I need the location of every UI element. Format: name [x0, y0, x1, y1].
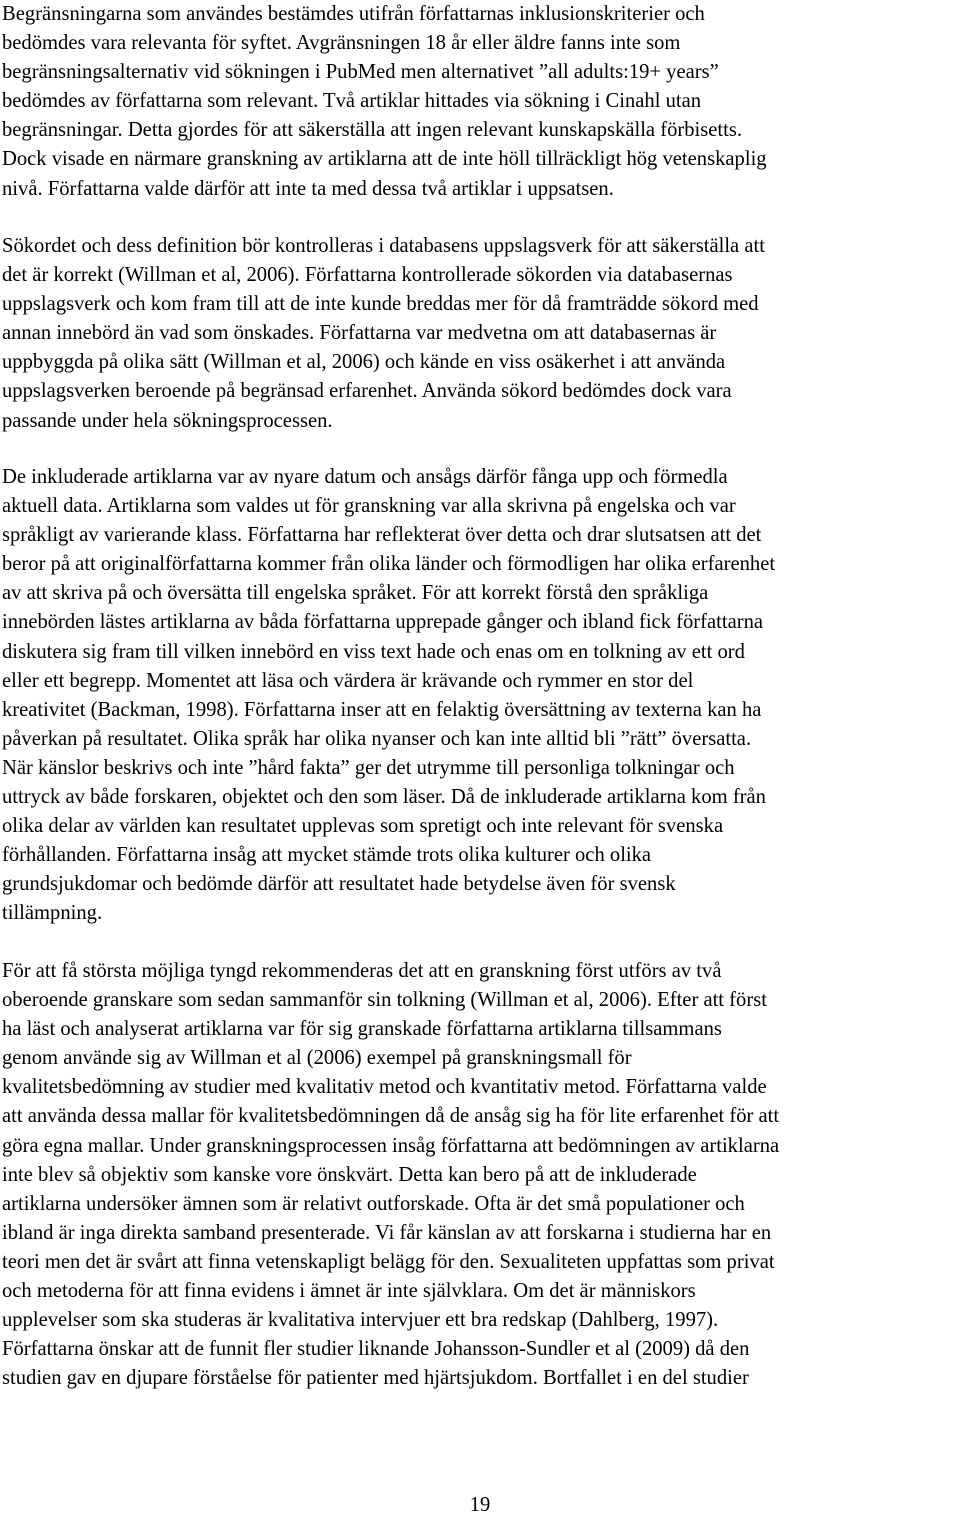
- text-line: eller ett begrepp. Momentet att läsa och värdera är krävande och rymmer en stor del: [2, 669, 694, 692]
- text-line: De inkluderade artiklarna var av nyare datum och ansågs därför fånga upp och förmedla: [2, 466, 728, 488]
- text-line: genom använde sig av Willman et al (2006) exempel på granskningsmall för: [2, 1047, 632, 1070]
- text-line: bedömdes vara relevanta för syftet. Avgränsningen 18 år eller äldre fanns inte som: [2, 32, 681, 55]
- text-line: begränsningsalternativ vid sökningen i PubMed men alternativet ”all adults:19+ years”: [2, 61, 719, 84]
- text-line: uppslagsverken beroende på begränsad erfarenhet. Använda sökord bedömdes dock vara: [2, 380, 732, 403]
- text-line: uppbyggda på olika sätt (Willman et al, 2006) och kände en viss osäkerhet i att använda: [2, 351, 726, 374]
- text-line: studien gav en djupare förståelse för patienter med hjärtsjukdom. Bortfallet i en del studier: [2, 1367, 749, 1390]
- text-line: passande under hela sökningsprocessen.: [2, 409, 333, 432]
- text-line: teori men det är svårt att finna vetenskapligt belägg för den. Sexualiteten uppfattas som privat: [2, 1250, 775, 1273]
- text-line: Dock visade en närmare granskning av artiklarna att de inte höll tillräckligt hög vetenskaplig: [2, 148, 767, 171]
- text-line: Författarna önskar att de funnit fler studier liknande Johansson-Sundler et al (2009) då den: [2, 1338, 750, 1361]
- text-line: För att få största möjliga tyngd rekommenderas det att en granskning först utförs av två: [2, 960, 722, 982]
- paragraph-limitations: [2, 0, 767, 204]
- text-line: grundsjukdomar och bedömde därför att resultatet hade betydelse även för svensk: [2, 873, 676, 896]
- text-line: av att skriva på och översätta till engelska språket. För att korrekt förstå den språkliga: [2, 582, 709, 605]
- paragraph-language: [2, 463, 775, 929]
- page-number: 19: [469, 1494, 491, 1516]
- text-line: bedömdes av författarna som relevant. Två artiklar hittades via sökning i Cinahl utan: [2, 90, 702, 113]
- text-line: annan innebörd än vad som önskades. Författarna var medvetna om att databasernas är: [2, 322, 717, 345]
- text-line: inte blev så objektiv som kanske vore önskvärt. Detta kan bero på att de inkluderade: [2, 1163, 697, 1186]
- text-line: tillämpning.: [2, 902, 103, 925]
- text-line: att använda dessa mallar för kvalitetsbedömningen då de ansåg sig ha för lite erfarenhet för att: [2, 1105, 780, 1128]
- text-line: olika delar av världen kan resultatet upplevas som spretigt och inte relevant för svenska: [2, 815, 724, 838]
- text-line: diskutera sig fram till vilken innebörd en viss text hade och enas om en tolkning av ett ord: [2, 640, 745, 663]
- text-line: artiklarna undersöker ämnen som är relativt outforskade. Ofta är det små populationer och: [2, 1192, 745, 1215]
- text-line: uppslagsverk och kom fram till att de inte kunde breddas mer för då framträdde sökord med: [2, 293, 759, 316]
- text-line: nivå. Författarna valde därför att inte ta med dessa två artiklar i uppsatsen.: [2, 177, 614, 200]
- text-line: ha läst och analyserat artiklarna var för sig granskade författarna artiklarna tillsammans: [2, 1018, 722, 1041]
- text-line: kvalitetsbedömning av studier med kvalitativ metod och kvantitativ metod. Författarna valde: [2, 1076, 767, 1099]
- paragraph-search-terms: [2, 232, 765, 436]
- text-line: aktuell data. Artiklarna som valdes ut för granskning var alla skrivna på engelska och var: [2, 495, 736, 518]
- text-line: göra egna mallar. Under granskningsprocessen insåg författarna att bedömningen av artiklarna: [2, 1134, 780, 1157]
- text-line: påverkan på resultatet. Olika språk har olika nyanser och kan inte alltid bli ”rätt” översatta.: [2, 727, 752, 750]
- text-line: det är korrekt (Willman et al, 2006). Författarna kontrollerade sökorden via databasernas: [2, 264, 733, 287]
- text-line: När känslor beskrivs och inte ”hård fakta” ger det utrymme till personliga tolkningar och: [2, 756, 735, 779]
- text-line: beror på att originalförfattarna kommer från olika länder och förmodligen har olika erfarenhet: [2, 553, 776, 576]
- text-line: innebörden lästes artiklarna av båda författarna upprepade gånger och ibland fick författarna: [2, 611, 764, 634]
- text-line: uttryck av både forskaren, objektet och den som läser. Då de inkluderade artiklarna kom från: [2, 786, 766, 809]
- text-line: språkligt av varierande klass. Författarna har reflekterat över detta och drar slutsatsen att det: [2, 524, 762, 547]
- text-line: förhållanden. Författarna insåg att mycket stämde trots olika kulturer och olika: [2, 844, 652, 867]
- text-line: Begränsningarna som användes bestämdes utifrån författarnas inklusionskriterier och: [2, 3, 705, 25]
- text-line: begränsningar. Detta gjordes för att säkerställa att ingen relevant kunskapskälla förbisetts.: [2, 119, 742, 142]
- text-line: kreativitet (Backman, 1998). Författarna inser att en felaktig översättning av texterna kan ha: [2, 698, 762, 721]
- text-line: Sökordet och dess definition bör kontrolleras i databasens uppslagsverk för att säkerställa att: [2, 235, 765, 257]
- text-line: och metoderna för att finna evidens i ämnet är inte självklara. Om det är människors: [2, 1280, 696, 1303]
- text-line: oberoende granskare som sedan sammanför sin tolkning (Willman et al, 2006). Efter att först: [2, 989, 767, 1012]
- paragraph-quality-review: [2, 957, 779, 1393]
- text-line: upplevelser som ska studeras är kvalitativa intervjuer ett bra redskap (Dahlberg, 1997).: [2, 1309, 719, 1332]
- document-page: [2, 0, 958, 1515]
- text-line: ibland är inga direkta samband presenterade. Vi får känslan av att forskarna i studierna har en: [2, 1221, 772, 1244]
